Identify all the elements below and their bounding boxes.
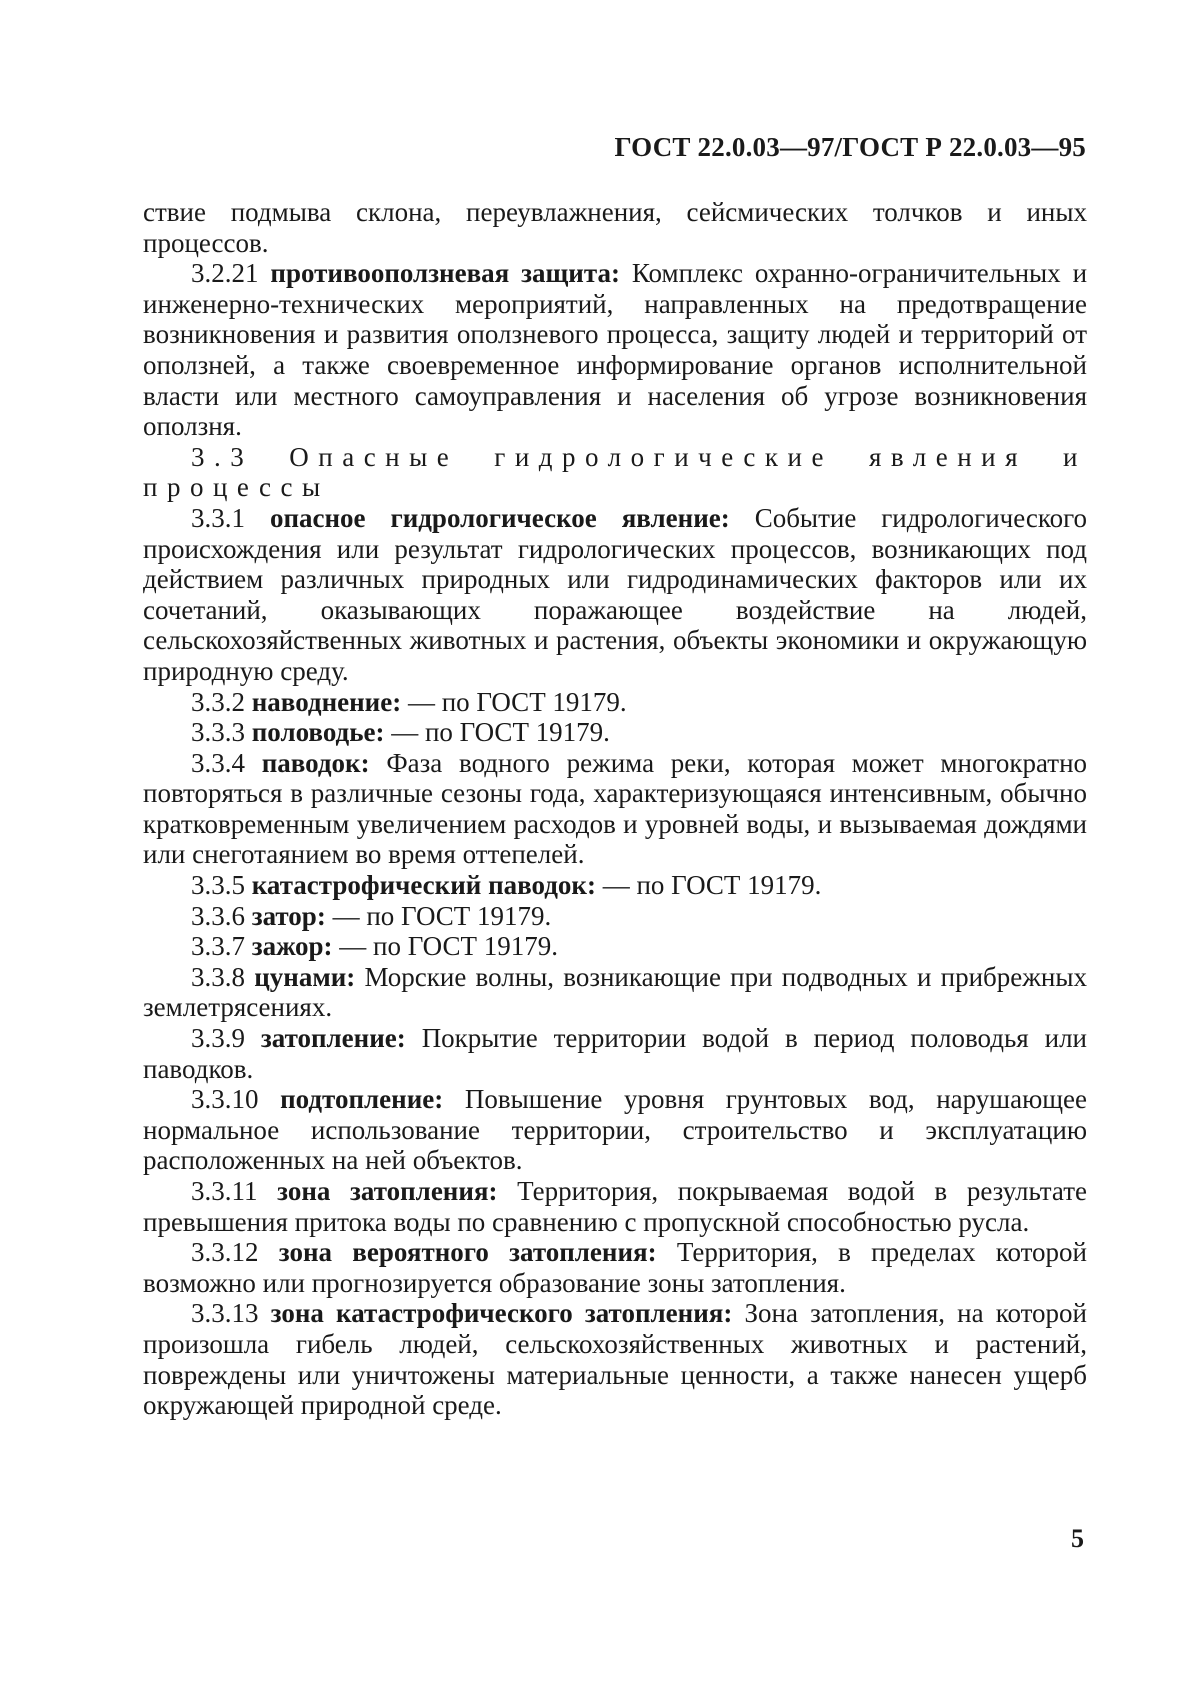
- clause-definition: Территория, покрываемая водой в результате превышения притока воды по сравнению с пропускной способностью русла.: [143, 1176, 1088, 1237]
- clause-definition: — по ГОСТ 19179.: [391, 717, 610, 748]
- clause-3-3-4: [143, 748, 1087, 870]
- clause-number: 3.3.2: [191, 686, 245, 717]
- clause-definition: — по ГОСТ 19179.: [602, 870, 822, 901]
- clause-number: 3.2.21: [191, 258, 259, 289]
- clause-definition: Покрытие территории водой в период половодья или паводков.: [143, 1023, 1088, 1084]
- clause-term: зона затопления:: [277, 1176, 498, 1206]
- clause-term: зажор:: [251, 931, 333, 962]
- clause-number: 3.3.6: [191, 900, 245, 931]
- clause-3-3-6: [143, 901, 1087, 932]
- clause-term: половодье:: [251, 717, 385, 748]
- clause-term: подтопление:: [280, 1084, 444, 1115]
- clause-number: 3.3.1: [191, 502, 245, 533]
- clause-3-3-13: [143, 1298, 1087, 1420]
- clause-3-3-9: [143, 1023, 1087, 1084]
- clause-term: противооползневая защита:: [270, 258, 620, 289]
- clause-term: зона вероятного затопления:: [278, 1237, 657, 1268]
- clause-number: 3.3.7: [191, 931, 245, 962]
- continuation-paragraph: [143, 197, 1087, 258]
- clause-number: 3.3.9: [191, 1023, 245, 1054]
- clause-term: наводнение:: [251, 686, 402, 717]
- clause-term: паводок:: [261, 747, 370, 778]
- clause-definition: Морские волны, возникающие при подводных и прибрежных землетрясениях.: [143, 961, 1088, 1023]
- clause-definition: Территория, в пределах которой возможно или прогнозируется образование зоны затопления.: [143, 1237, 1088, 1298]
- clause-definition: — по ГОСТ 19179.: [339, 931, 558, 962]
- standard-designation: ГОСТ 22.0.03—97/ГОСТ Р 22.0.03—95: [614, 132, 1086, 162]
- clause-3-3-11: [143, 1176, 1087, 1237]
- section-3-3-heading: [143, 442, 1087, 503]
- clause-number: 3.3.13: [191, 1298, 259, 1329]
- clause-number: 3.3.10: [191, 1084, 259, 1115]
- clause-3-3-5: [143, 870, 1087, 901]
- section-title: Опасные гидрологические явления и процессы: [143, 441, 1087, 503]
- clause-3-3-12: [143, 1237, 1087, 1298]
- clause-term: цунами:: [254, 961, 356, 992]
- clause-3-3-10: [143, 1084, 1087, 1176]
- clause-number: 3.3.11: [191, 1176, 258, 1206]
- clause-3-3-3: [143, 717, 1087, 748]
- clause-number: 3.3.8: [191, 961, 245, 992]
- clause-number: 3.3.5: [191, 870, 245, 901]
- clause-3-3-7: [143, 931, 1087, 962]
- clause-term: затор:: [251, 900, 326, 931]
- clause-3-3-2: [143, 687, 1087, 718]
- document-body: [143, 197, 1087, 1421]
- clause-number: 3.3.3: [191, 717, 245, 748]
- section-number: 3.3: [191, 441, 254, 472]
- clause-definition: Комплекс охранно-ограничительных и инженерно-технических мероприятий, направленных на предотвращение возникновения и развития оползневого процесса, защиту людей и территорий от оползней, а также своевременное информирование органов исполнительной власти или местного самоуправления и населения об угрозе возникновения оползня.: [143, 258, 1088, 442]
- clause-definition: Событие гидрологического происхождения или результат гидрологических процессов, возникающих под действием различных природных или гидродинамических факторов или их сочетаний, оказывающих поражающее воздействие на людей, сельскохозяйственных животных и растения, объекты экономики и окружающую природную среду.: [143, 502, 1088, 686]
- clause-definition: Зона затопления, на которой произошла гибель людей, сельскохозяйственных животных и растений, повреждены или уничтожены материальные ценности, а также нанесен ущерб окружающей природной среде.: [143, 1298, 1088, 1421]
- clause-definition: — по ГОСТ 19179.: [332, 900, 552, 931]
- clause-3-3-8: [143, 962, 1087, 1023]
- clause-number: 3.3.4: [191, 747, 245, 778]
- clause-3-2-21: [143, 258, 1087, 442]
- clause-definition: Повышение уровня грунтовых вод, нарушающее нормальное использование территории, строительство и эксплуатацию расположенных на ней объектов.: [143, 1084, 1087, 1176]
- clause-3-3-1: [143, 503, 1087, 687]
- clause-definition: Фаза водного режима реки, которая может многократно повторяться в различные сезоны года, характеризующаяся интенсивным, обычно кратковременным увеличением расходов и уровней воды, и вызываемая дождями или снеготаянием во время оттепелей.: [143, 747, 1088, 870]
- clause-term: зона катастрофического затопления:: [270, 1298, 733, 1329]
- clause-term: затопление:: [260, 1023, 406, 1054]
- clause-number: 3.3.12: [191, 1237, 259, 1268]
- clause-term: катастрофический паводок:: [251, 870, 596, 901]
- clause-definition: — по ГОСТ 19179.: [407, 686, 627, 717]
- clause-term: опасное гидрологическое явление:: [269, 502, 730, 533]
- page-number: 5: [1071, 1524, 1084, 1553]
- paragraph-text: ствие подмыва склона, переувлажнения, сейсмических толчков и иных процессов.: [143, 197, 1087, 258]
